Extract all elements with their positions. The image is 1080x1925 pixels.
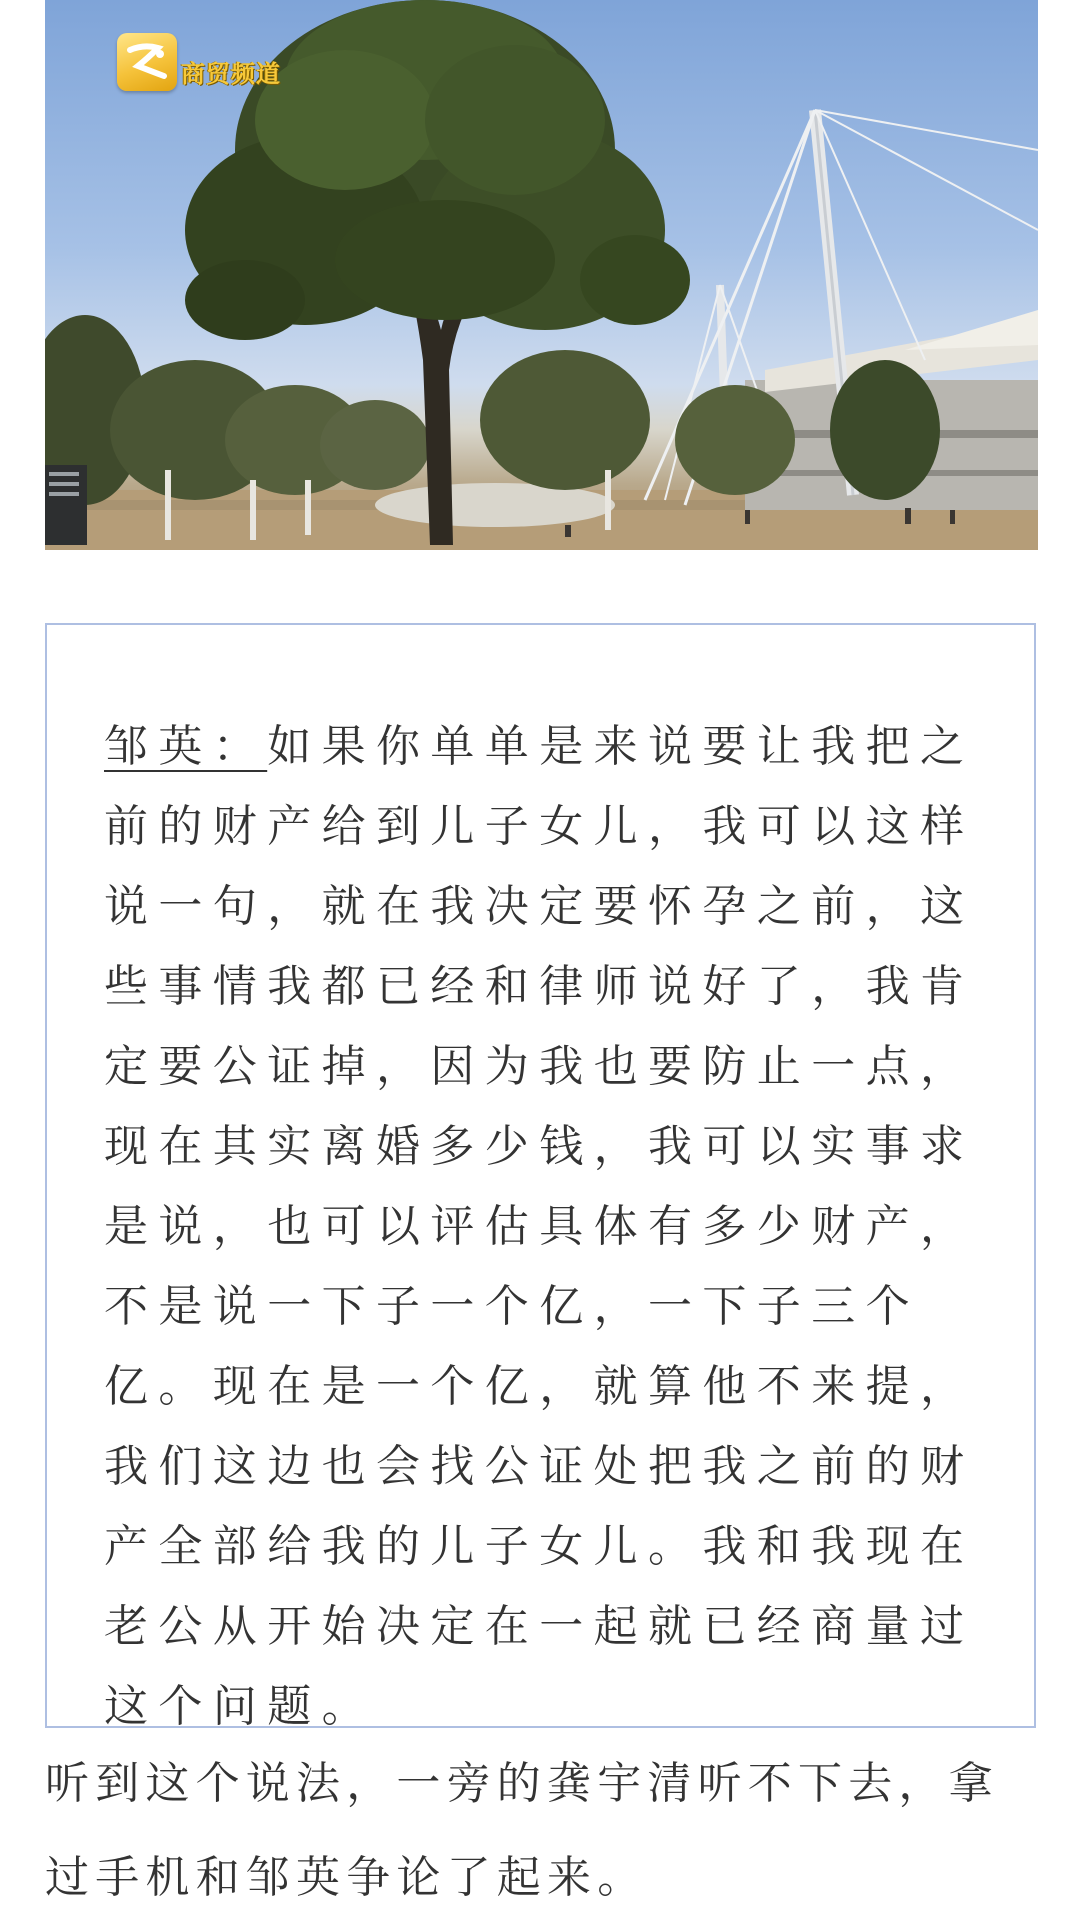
distant-dome	[375, 483, 615, 527]
logo-mark-icon	[124, 40, 170, 84]
channel-logo	[117, 33, 281, 91]
news-photo[interactable]	[45, 0, 1038, 550]
article-paragraph: 听到这个说法，一旁的龚宇清听不下去，拿过手机和邹英争论了起来。	[45, 1758, 999, 1903]
quote-paragraph	[104, 707, 984, 1747]
channel-logo-text: 商贸频道	[181, 60, 281, 88]
quote-box	[45, 623, 1036, 1732]
quote-content: 如果你单单是来说要让我把之前的财产给到儿子女儿，我可以这样说一句，就在我决定要怀孕之前，这些事情我都已经和律师说好了，我肯定要公证掉，因为我也要防止一点，现在其实离婚多少钱，我可以实事求是说，也可以评估具体有多少财产，不是说一下子一个亿，一下子三个亿。现在是一个亿，就算他不来提，我们这边也会找公证处把我之前的财产全部给我的儿子女儿。我和我现在老公从开始决定在一起就已经商量过这个问题。	[104, 721, 975, 1732]
channel-logo-icon	[117, 33, 177, 91]
sign-board	[45, 465, 87, 545]
speaker-name: 邹英：	[104, 721, 268, 772]
